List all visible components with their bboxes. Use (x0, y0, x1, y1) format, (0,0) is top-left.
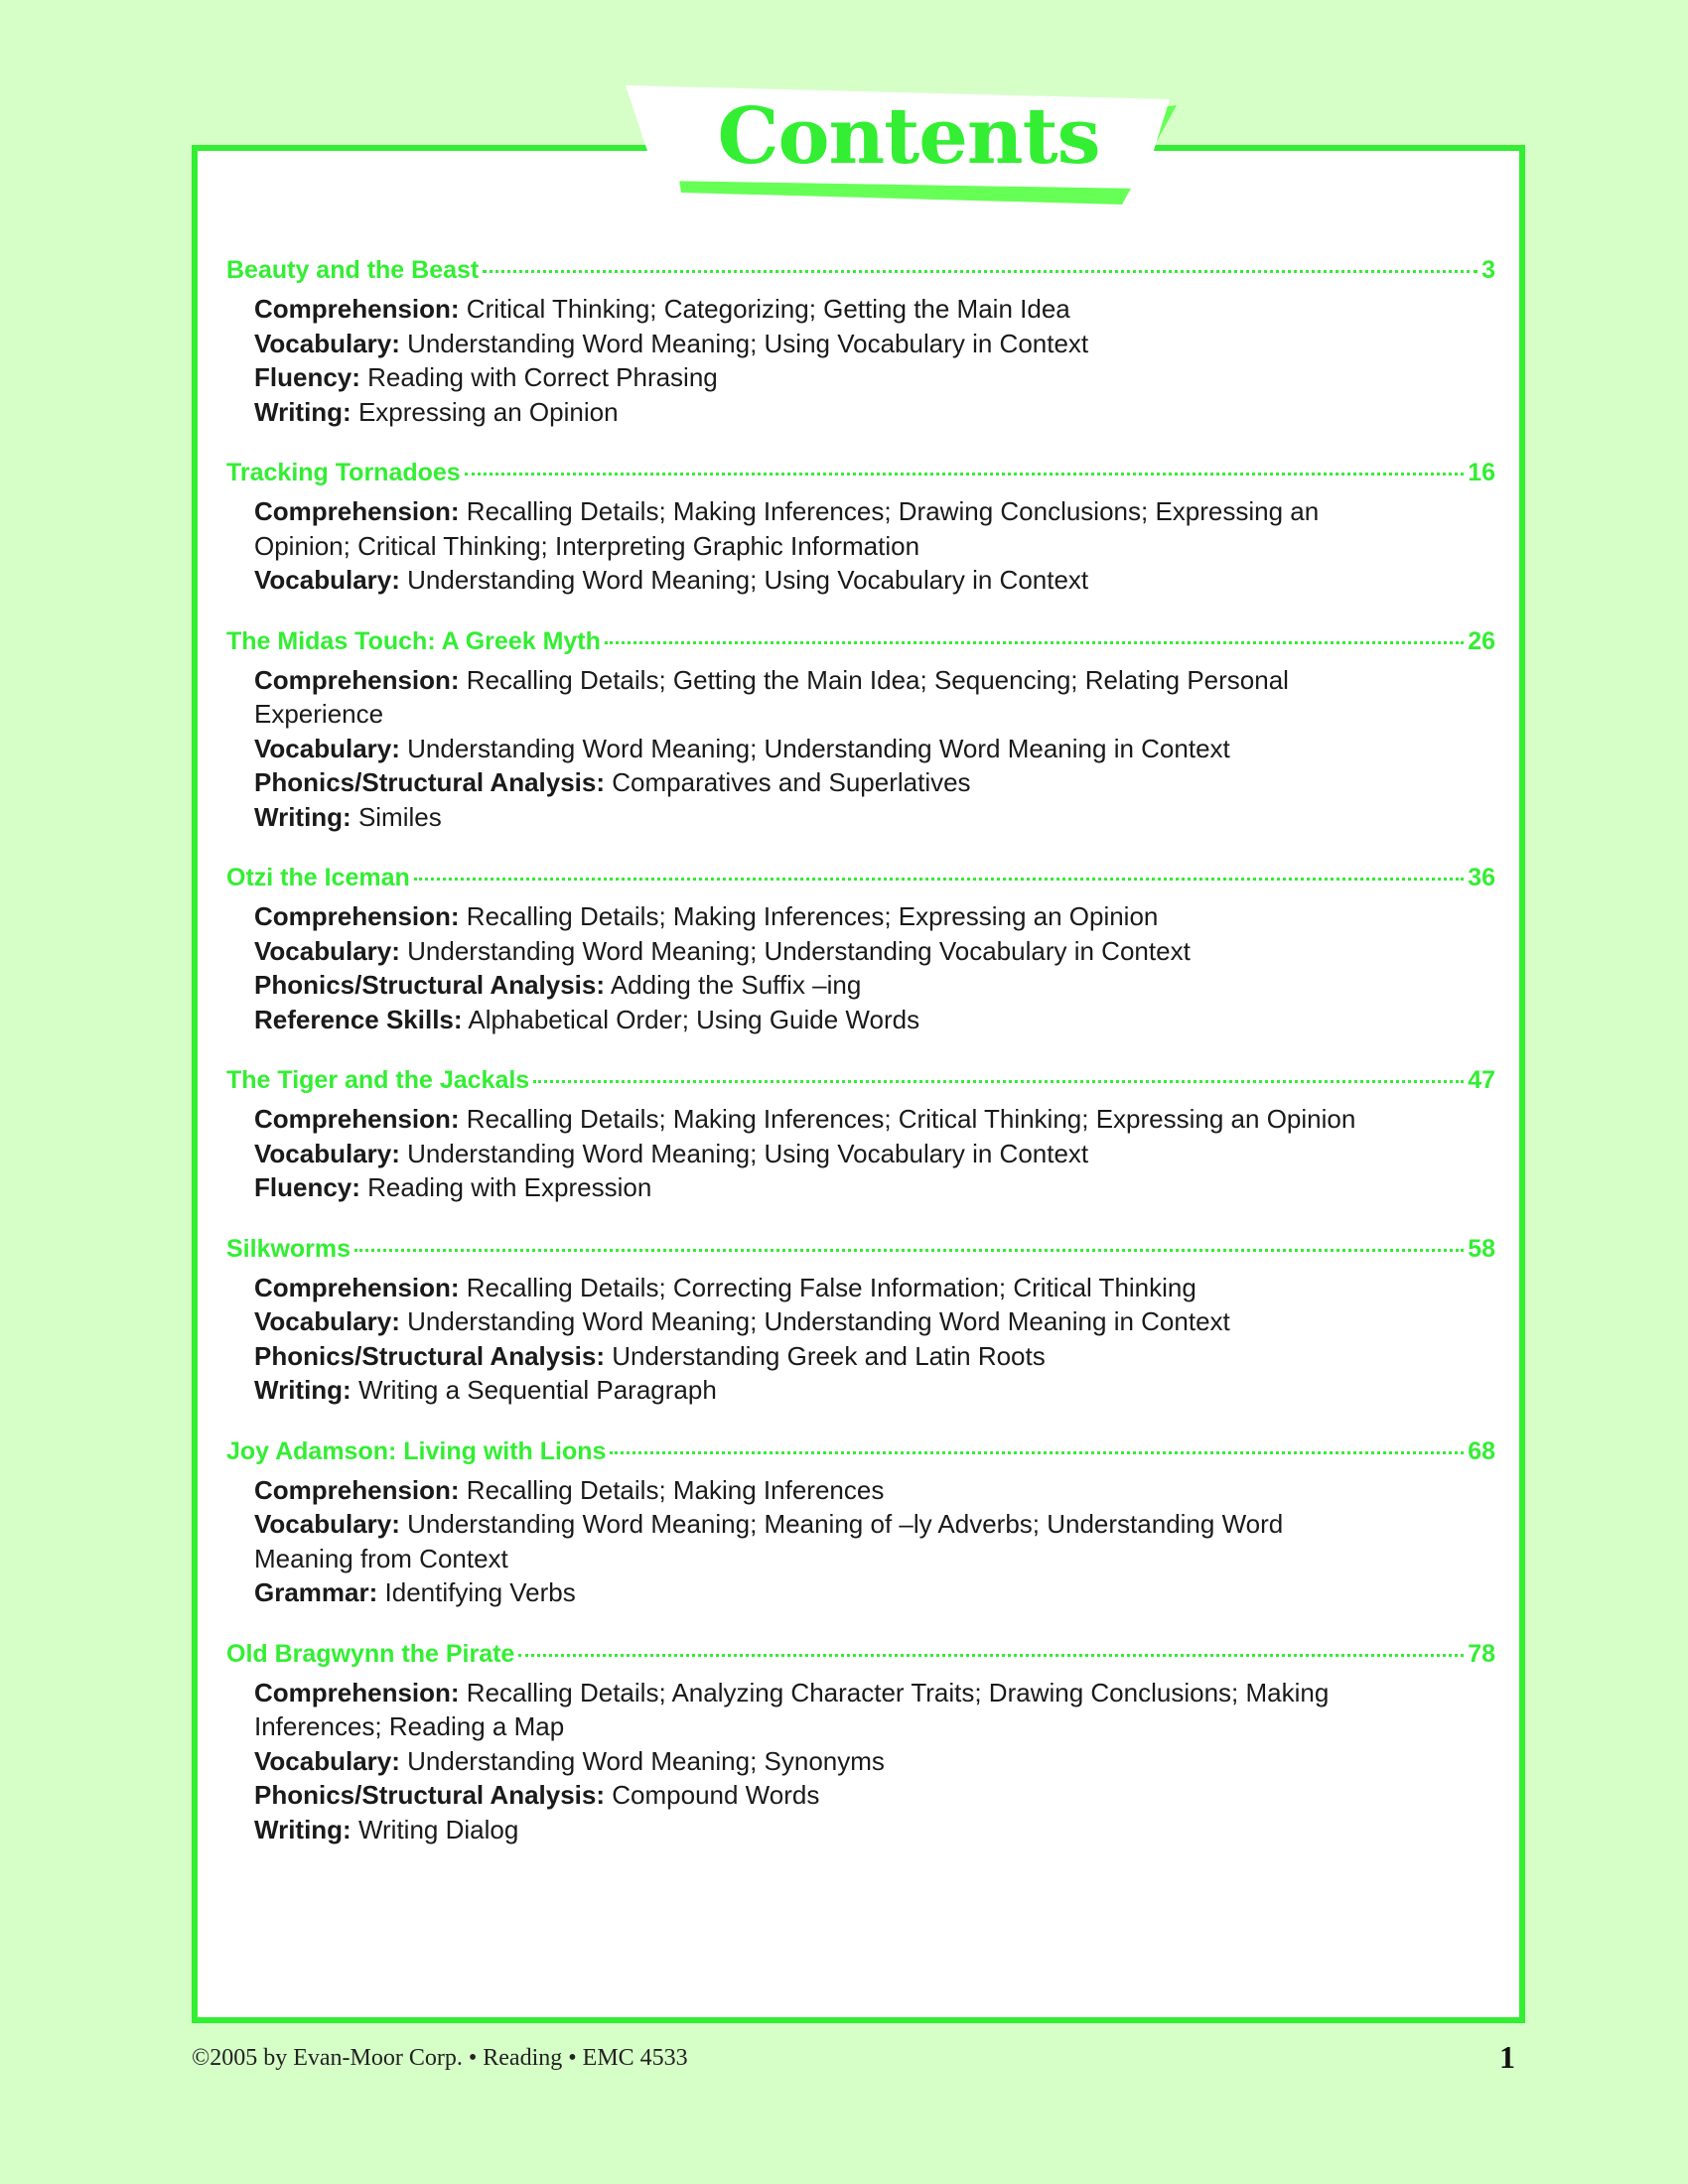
toc-story-line[interactable] (226, 1066, 1495, 1102)
story-page-number[interactable]: 68 (1468, 1436, 1495, 1465)
toc-story-line[interactable] (226, 627, 1495, 663)
dot-leader (533, 1080, 1464, 1083)
story-title[interactable]: Tracking Tornadoes (226, 459, 461, 486)
dot-leader (465, 473, 1464, 476)
skill-description: Critical Thinking; Categorizing; Getting the Main Idea (459, 294, 1070, 324)
skill-description: Adding the Suffix –ing (605, 970, 862, 1000)
story-title[interactable]: Joy Adamson: Living with Lions (226, 1436, 607, 1465)
skill-label: Comprehension: (254, 496, 460, 526)
toc-story-line[interactable] (226, 1235, 1495, 1271)
skill-description: Understanding Word Meaning; Meaning of –ly Adverbs; Understanding Word Meaning from Context (254, 1509, 1284, 1573)
dot-leader (610, 1451, 1464, 1454)
toc-story-line[interactable] (226, 459, 1495, 494)
skill-description: Similes (351, 801, 442, 832)
skill-label: Comprehension: (254, 1272, 460, 1302)
skill-label: Comprehension: (254, 1474, 460, 1505)
skill-line (254, 1003, 1366, 1037)
story-title[interactable]: Beauty and the Beast (226, 256, 480, 284)
skill-description: Compound Words (605, 1780, 820, 1810)
story-title[interactable]: Silkworms (226, 1234, 352, 1263)
skill-description: Reading with Expression (359, 1172, 652, 1202)
skill-line (254, 1373, 1366, 1408)
story-page-number[interactable]: 3 (1481, 256, 1495, 284)
skill-label: Phonics/Structural Analysis: (254, 970, 606, 1000)
skill-description: Understanding Word Meaning; Understanding Word Meaning in Context (399, 1306, 1230, 1336)
skill-description: Recalling Details; Making Inferences; Drawing Conclusions; Expressing an Opinion; Critical Thinking; Interpreting Graphic Information (254, 496, 1320, 561)
skill-description: Understanding Word Meaning; Understanding Word Meaning in Context (399, 733, 1230, 763)
table-of-contents (226, 256, 1497, 1876)
skill-line (254, 663, 1366, 732)
skill-label: Vocabulary: (254, 328, 400, 358)
skill-description: Recalling Details; Correcting False Information; Critical Thinking (459, 1272, 1196, 1302)
skill-description: Understanding Greek and Latin Roots (605, 1340, 1046, 1371)
skill-line (254, 1778, 1366, 1813)
skill-label: Vocabulary: (254, 1745, 400, 1776)
skill-line (254, 1271, 1366, 1305)
skill-label: Vocabulary: (254, 935, 400, 966)
skill-line (254, 494, 1366, 563)
story-title[interactable]: The Tiger and the Jackals (226, 1066, 530, 1094)
story-page-number[interactable]: 47 (1468, 1066, 1495, 1094)
skill-line (254, 765, 1366, 800)
skill-label: Vocabulary: (254, 1509, 400, 1539)
skill-label: Comprehension: (254, 664, 460, 695)
story-page-number[interactable]: 36 (1468, 864, 1495, 891)
toc-story-line[interactable] (226, 1437, 1495, 1473)
dot-leader (483, 270, 1477, 273)
skill-label: Reference Skills: (254, 1004, 463, 1034)
skill-description: Recalling Details; Making Inferences (459, 1474, 885, 1505)
skill-line (254, 327, 1366, 361)
toc-entry (226, 864, 1497, 1036)
skill-line (254, 1102, 1366, 1137)
skill-description: Alphabetical Order; Using Guide Words (462, 1004, 920, 1034)
story-title[interactable]: The Midas Touch: A Greek Myth (226, 626, 601, 655)
skill-label: Grammar: (254, 1577, 378, 1607)
skill-description: Understanding Word Meaning; Using Vocabulary in Context (399, 1138, 1089, 1168)
story-page-number[interactable]: 58 (1468, 1234, 1495, 1263)
dot-leader (605, 641, 1464, 644)
skill-line (254, 360, 1366, 395)
skill-label: Vocabulary: (254, 733, 400, 763)
skill-line (254, 563, 1366, 598)
skill-line (254, 1137, 1366, 1171)
toc-entry (226, 1235, 1497, 1408)
skill-line (254, 1507, 1366, 1575)
skill-label: Fluency: (254, 1172, 360, 1202)
toc-story-line[interactable] (226, 864, 1495, 899)
skill-line (254, 1473, 1366, 1508)
skill-line (254, 1170, 1366, 1205)
skill-label: Comprehension: (254, 1677, 460, 1707)
dot-leader (354, 1249, 1464, 1252)
skill-line (254, 1744, 1366, 1779)
dot-leader (414, 878, 1464, 881)
skill-line (254, 934, 1366, 969)
skill-label: Vocabulary: (254, 565, 400, 595)
skill-description: Recalling Details; Getting the Main Idea; Sequencing; Relating Personal Experience (254, 664, 1289, 729)
skill-description: Writing a Sequential Paragraph (351, 1375, 717, 1405)
skill-label: Fluency: (254, 362, 360, 392)
skill-label: Comprehension: (254, 901, 460, 931)
toc-entry (226, 1066, 1497, 1205)
story-page-number[interactable]: 78 (1468, 1639, 1495, 1668)
skill-description: Understanding Word Meaning; Using Vocabulary in Context (399, 328, 1089, 358)
skill-description: Reading with Correct Phrasing (359, 362, 718, 392)
skill-description: Expressing an Opinion (351, 396, 619, 427)
skill-label: Writing: (254, 396, 352, 427)
skill-line (254, 899, 1366, 934)
story-title[interactable]: Old Bragwynn the Pirate (226, 1639, 515, 1668)
skill-line (254, 968, 1366, 1003)
skill-label: Phonics/Structural Analysis: (254, 1340, 606, 1371)
skill-description: Recalling Details; Making Inferences; Expressing an Opinion (459, 901, 1159, 931)
skill-line (254, 800, 1366, 835)
skill-line (254, 1304, 1366, 1339)
skill-line (254, 395, 1366, 430)
skill-description: Identifying Verbs (377, 1577, 576, 1607)
skill-description: Writing Dialog (351, 1814, 519, 1844)
story-page-number[interactable]: 16 (1468, 459, 1495, 486)
skill-line (254, 732, 1366, 766)
skill-label: Phonics/Structural Analysis: (254, 767, 606, 797)
dot-leader (518, 1654, 1464, 1657)
skill-label: Vocabulary: (254, 1306, 400, 1336)
story-page-number[interactable]: 26 (1468, 626, 1495, 655)
toc-entry (226, 256, 1497, 429)
toc-entry (226, 459, 1497, 598)
contents-banner (626, 85, 1192, 205)
toc-story-line[interactable] (226, 256, 1495, 292)
skill-description: Recalling Details; Making Inferences; Critical Thinking; Expressing an Opinion (459, 1104, 1356, 1134)
skill-label: Comprehension: (254, 1104, 460, 1134)
skill-label: Writing: (254, 1814, 352, 1844)
footer-page-number: 1 (1499, 2039, 1515, 2075)
footer-copyright: ©2005 by Evan-Moor Corp. • Reading • EMC 4533 (192, 2045, 688, 2071)
skill-label: Writing: (254, 1375, 352, 1405)
skill-label: Phonics/Structural Analysis: (254, 1780, 606, 1810)
skill-description: Understanding Word Meaning; Synonyms (399, 1745, 885, 1776)
toc-entry (226, 1640, 1497, 1847)
skill-description: Understanding Word Meaning; Understanding Vocabulary in Context (399, 935, 1191, 966)
toc-entry (226, 1437, 1497, 1610)
story-title[interactable]: Otzi the Iceman (226, 864, 410, 891)
skill-label: Comprehension: (254, 294, 460, 324)
skill-description: Recalling Details; Analyzing Character Traits; Drawing Conclusions; Making Inferences; Reading a Map (254, 1677, 1330, 1741)
page-title: Contents (717, 91, 1100, 182)
skill-line (254, 1575, 1366, 1610)
skill-line (254, 1339, 1366, 1374)
toc-story-line[interactable] (226, 1640, 1495, 1676)
skill-description: Comparatives and Superlatives (605, 767, 971, 797)
skill-line (254, 292, 1366, 327)
toc-entry (226, 627, 1497, 835)
skill-label: Vocabulary: (254, 1138, 400, 1168)
skill-description: Understanding Word Meaning; Using Vocabulary in Context (399, 565, 1089, 595)
skill-label: Writing: (254, 801, 352, 832)
skill-line (254, 1676, 1366, 1744)
skill-line (254, 1813, 1366, 1847)
